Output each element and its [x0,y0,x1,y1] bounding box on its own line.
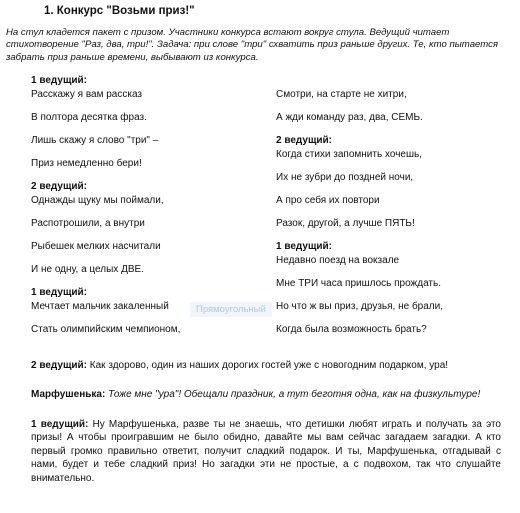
dialogue-paragraph [31,418,501,485]
verse-line: А про себя их повтори [276,195,380,206]
verse-line: Когда была возможность брать? [276,324,427,335]
verse-line: Недавно поезд на вокзале [276,255,400,266]
verse-line: Лишь скажу я слово "три" – [31,135,159,146]
dialogue-paragraph [31,360,501,371]
dialogue-text: Как здорово, один из наших дорогих гостей уже с новогодним подарком, ура! [87,360,449,371]
verse-line: Распотрошили, а внутри [31,218,145,229]
speaker-label: Марфушенька: [31,389,106,400]
speaker-label: 1 ведущий: [276,241,333,252]
verse-line: А жди команду раз, два, СЕМЬ. [276,112,423,123]
dialogue-text: Тоже мне "ура"! Обещали праздник, а тут беготня одна, как на физкультуре! [105,389,481,400]
verse-line: В полтора десятка фраз. [31,112,147,123]
speaker-label: 1 ведущий: [31,75,88,86]
verse-line: Когда стихи запомнить хочешь, [276,149,422,160]
verse-line: И не одну, а целых ДВЕ. [31,264,144,275]
verse-line: Мне ТРИ часа пришлось прождать. [276,278,441,289]
verse-line: Мечтает мальчик закаленный [31,301,169,312]
speaker-label: 1 ведущий: [31,287,88,298]
speaker-label: 2 ведущий: [31,360,88,371]
intro-paragraph: На стул кладется пакет с призом. Участники конкурса встают вокруг стула. Ведущий читает стихотворение "Раз, два, три!". Задача: при слове "три" схватить приз раньше других. Те, кто пытается забрать приз раньше времени, выбывают из конкурса. [6,27,499,63]
section-title: 1. Конкурс "Возьми приз!" [44,5,195,17]
dialogue-paragraph [31,389,501,400]
verse-line: Приз немедленно бери! [31,158,142,169]
dialogue-text: Ну Марфушенька, разве ты не знаешь, что детишки любят играть и получать за это призы! А чтобы проигравшим не было обидно, давайте мы вам сейчас загадаем загадки. А кто первый громко правильно ответит, получит сладкий подарок. И ты, Марфушенька, отгадывай с нами, будет и тебе сладкий приз! Но загадки эти не простые, а с подвохом, так что слушайте внимательно. [31,419,501,484]
verse-line: Но что ж вы приз, друзья, не брали, [276,301,443,312]
verse-line: Расскажу я вам рассказ [31,89,142,100]
verse-line: Их не зубри до поздней ночи, [276,172,414,183]
speaker-label: 1 ведущий: [31,419,89,430]
verse-line: Однажды щуку мы поймали, [31,195,164,206]
speaker-label: 2 ведущий: [276,135,333,146]
verse-line: Смотри, на старте не хитри, [276,89,407,100]
shape-watermark: Прямоугольный [190,302,272,317]
verse-line: Разок, другой, а лучше ПЯТЬ! [276,218,415,229]
speaker-label: 2 ведущий: [31,181,88,192]
verse-line: Рыбешек мелких насчитали [31,241,161,252]
verse-line: Стать олимпийским чемпионом, [31,324,181,335]
